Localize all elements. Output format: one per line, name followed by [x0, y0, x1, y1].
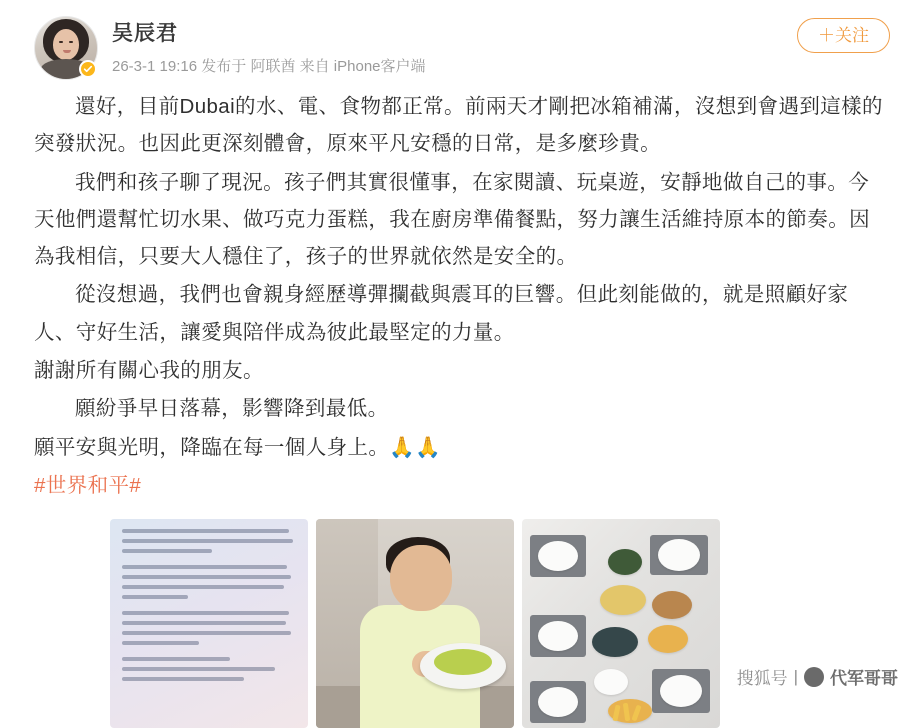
image-dining-table[interactable] [522, 519, 720, 728]
avatar-face [53, 29, 79, 60]
post-meta [112, 14, 894, 77]
post-paragraph-1: 還好，目前Dubai的水、電、食物都正常。前兩天才剛把冰箱補滿，沒想到會遇到這樣的突發狀況。也因此更深刻體會，原來平凡安穩的日常，是多麼珍貴。 [34, 95, 883, 156]
post-paragraph-5: 願紛爭早日落幕，影響降到最低。 [75, 397, 389, 421]
post-timestamp: 26-3-1 19:16 [112, 58, 198, 76]
post-image-grid [0, 505, 912, 728]
username[interactable]: 吴辰君 [112, 22, 178, 45]
post-hashtag[interactable]: #世界和平# [34, 473, 142, 497]
watermark-avatar-icon [804, 667, 824, 687]
watermark-name: 代军哥哥 [830, 669, 898, 688]
watermark-prefix: 搜狐号 [736, 669, 788, 688]
post-source: 来自 iPhone客户端 [299, 58, 426, 76]
post-subline [112, 56, 894, 77]
publish-prefix: 发布于 [201, 58, 247, 76]
post-paragraph-2: 我們和孩子聊了現況。孩子們其實很懂事，在家閱讀、玩桌遊，安靜地做自己的事。今天他們還幫忙切水果、做巧克力蛋糕，我在廚房準備餐點，努力讓生活維持原本的節奏。因為我相信，只要大人穩住了，孩子的世界就依然是安全的。 [34, 170, 870, 269]
post-header [0, 0, 912, 78]
watermark [737, 664, 898, 689]
follow-button[interactable]: ＋关注 [797, 18, 890, 53]
post-paragraph-3: 從沒想過，我們也會親身經歷導彈攔截與震耳的巨響。但此刻能做的，就是照顧好家人、守好生活，讓愛與陪伴成為彼此最堅定的力量。 [34, 283, 849, 344]
post-content [0, 78, 912, 504]
image-boy-with-plate[interactable] [316, 519, 514, 728]
avatar[interactable] [34, 16, 96, 78]
avatar-eye-left [59, 41, 63, 43]
avatar-eye-right [69, 41, 73, 43]
image-text-screenshot[interactable] [110, 519, 308, 728]
verified-badge-icon [79, 60, 97, 78]
post-location[interactable]: 阿联酋 [250, 58, 296, 76]
post-paragraph-6: 願平安與光明，降臨在每一個人身上。🙏🙏 [34, 435, 442, 459]
watermark-separator: | [793, 666, 798, 686]
post-paragraph-4: 謝謝所有關心我的朋友。 [34, 359, 264, 383]
